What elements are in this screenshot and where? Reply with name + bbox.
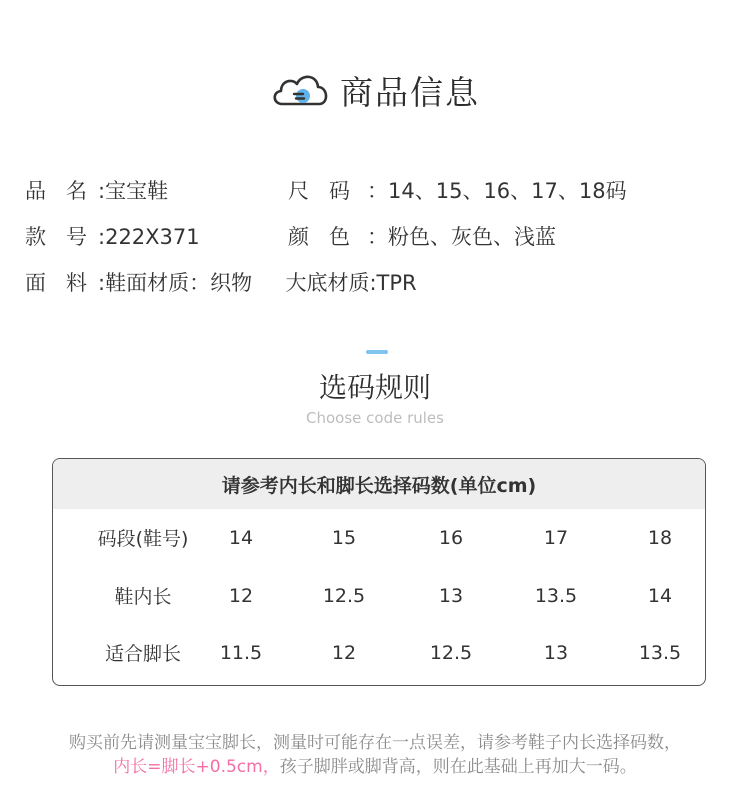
row-label: 适合脚长: [104, 643, 181, 665]
table-cell: 16: [438, 526, 464, 549]
section-accent-bar: [366, 350, 388, 354]
size-table: [52, 458, 706, 686]
info-row-size: 尺 码 ：14、15、16、17、18码: [288, 175, 627, 205]
cloud-icon: [270, 70, 332, 110]
info-row-name: 品 名 :宝宝鞋: [25, 175, 168, 205]
table-row-foot-length: [53, 624, 705, 681]
table-cell: 13.5: [638, 641, 682, 664]
note-rest: 孩子脚胖或脚背高，则在此基础上再加大一码。: [279, 757, 637, 777]
info-label-material: 面 料: [25, 271, 88, 295]
table-cell: 17: [543, 526, 569, 549]
table-cell: 12.5: [322, 584, 366, 607]
info-value-size: 14、15、16、17、18码: [388, 179, 627, 203]
note-highlight: 内长=脚长+0.5cm，: [113, 757, 280, 777]
table-cell: 13: [543, 641, 569, 664]
table-cell: 14: [647, 584, 673, 607]
table-cell: 11.5: [219, 641, 263, 664]
page-header: [0, 60, 750, 120]
section-subtitle: Choose code rules: [306, 409, 444, 427]
table-header: 请参考内长和脚长选择码数(单位cm): [53, 459, 705, 509]
info-value-material: 鞋面材质：织物 大底材质:TPR: [105, 271, 417, 295]
info-row-material: 面 料 :鞋面材质：织物 大底材质:TPR: [25, 267, 417, 297]
note-line-2: [0, 752, 750, 777]
note-line-1: 购买前先请测量宝宝脚长，测量时可能存在一点误差，请参考鞋子内长选择码数，: [69, 733, 681, 753]
info-value-color: 粉色、灰色、浅蓝: [388, 225, 556, 249]
table-cell: 14: [228, 526, 254, 549]
info-label-color: 颜 色: [288, 225, 351, 249]
info-value-style: 222X371: [105, 225, 200, 249]
info-label-name: 品 名: [25, 179, 88, 203]
table-cell: 13.5: [534, 584, 578, 607]
info-row-color: 颜 色 ：粉色、灰色、浅蓝: [288, 221, 556, 251]
section-title: 选码规则: [318, 371, 431, 404]
page-title: 商品信息: [340, 72, 480, 112]
table-cell: 12: [331, 641, 357, 664]
info-label-style: 款 号: [25, 225, 88, 249]
table-cell: 12: [228, 584, 254, 607]
info-value-name: 宝宝鞋: [105, 179, 169, 203]
row-label: 鞋内长: [114, 586, 172, 608]
info-label-size: 尺 码: [288, 179, 351, 203]
table-cell: 18: [647, 526, 673, 549]
table-cell: 15: [331, 526, 357, 549]
table-cell: 13: [438, 584, 464, 607]
row-label: 码段(鞋号): [97, 528, 189, 550]
table-row-inner-length: [53, 567, 705, 624]
table-row-size: [53, 509, 705, 566]
table-cell: 12.5: [429, 641, 473, 664]
info-row-style: 款 号 :222X371: [25, 221, 200, 251]
